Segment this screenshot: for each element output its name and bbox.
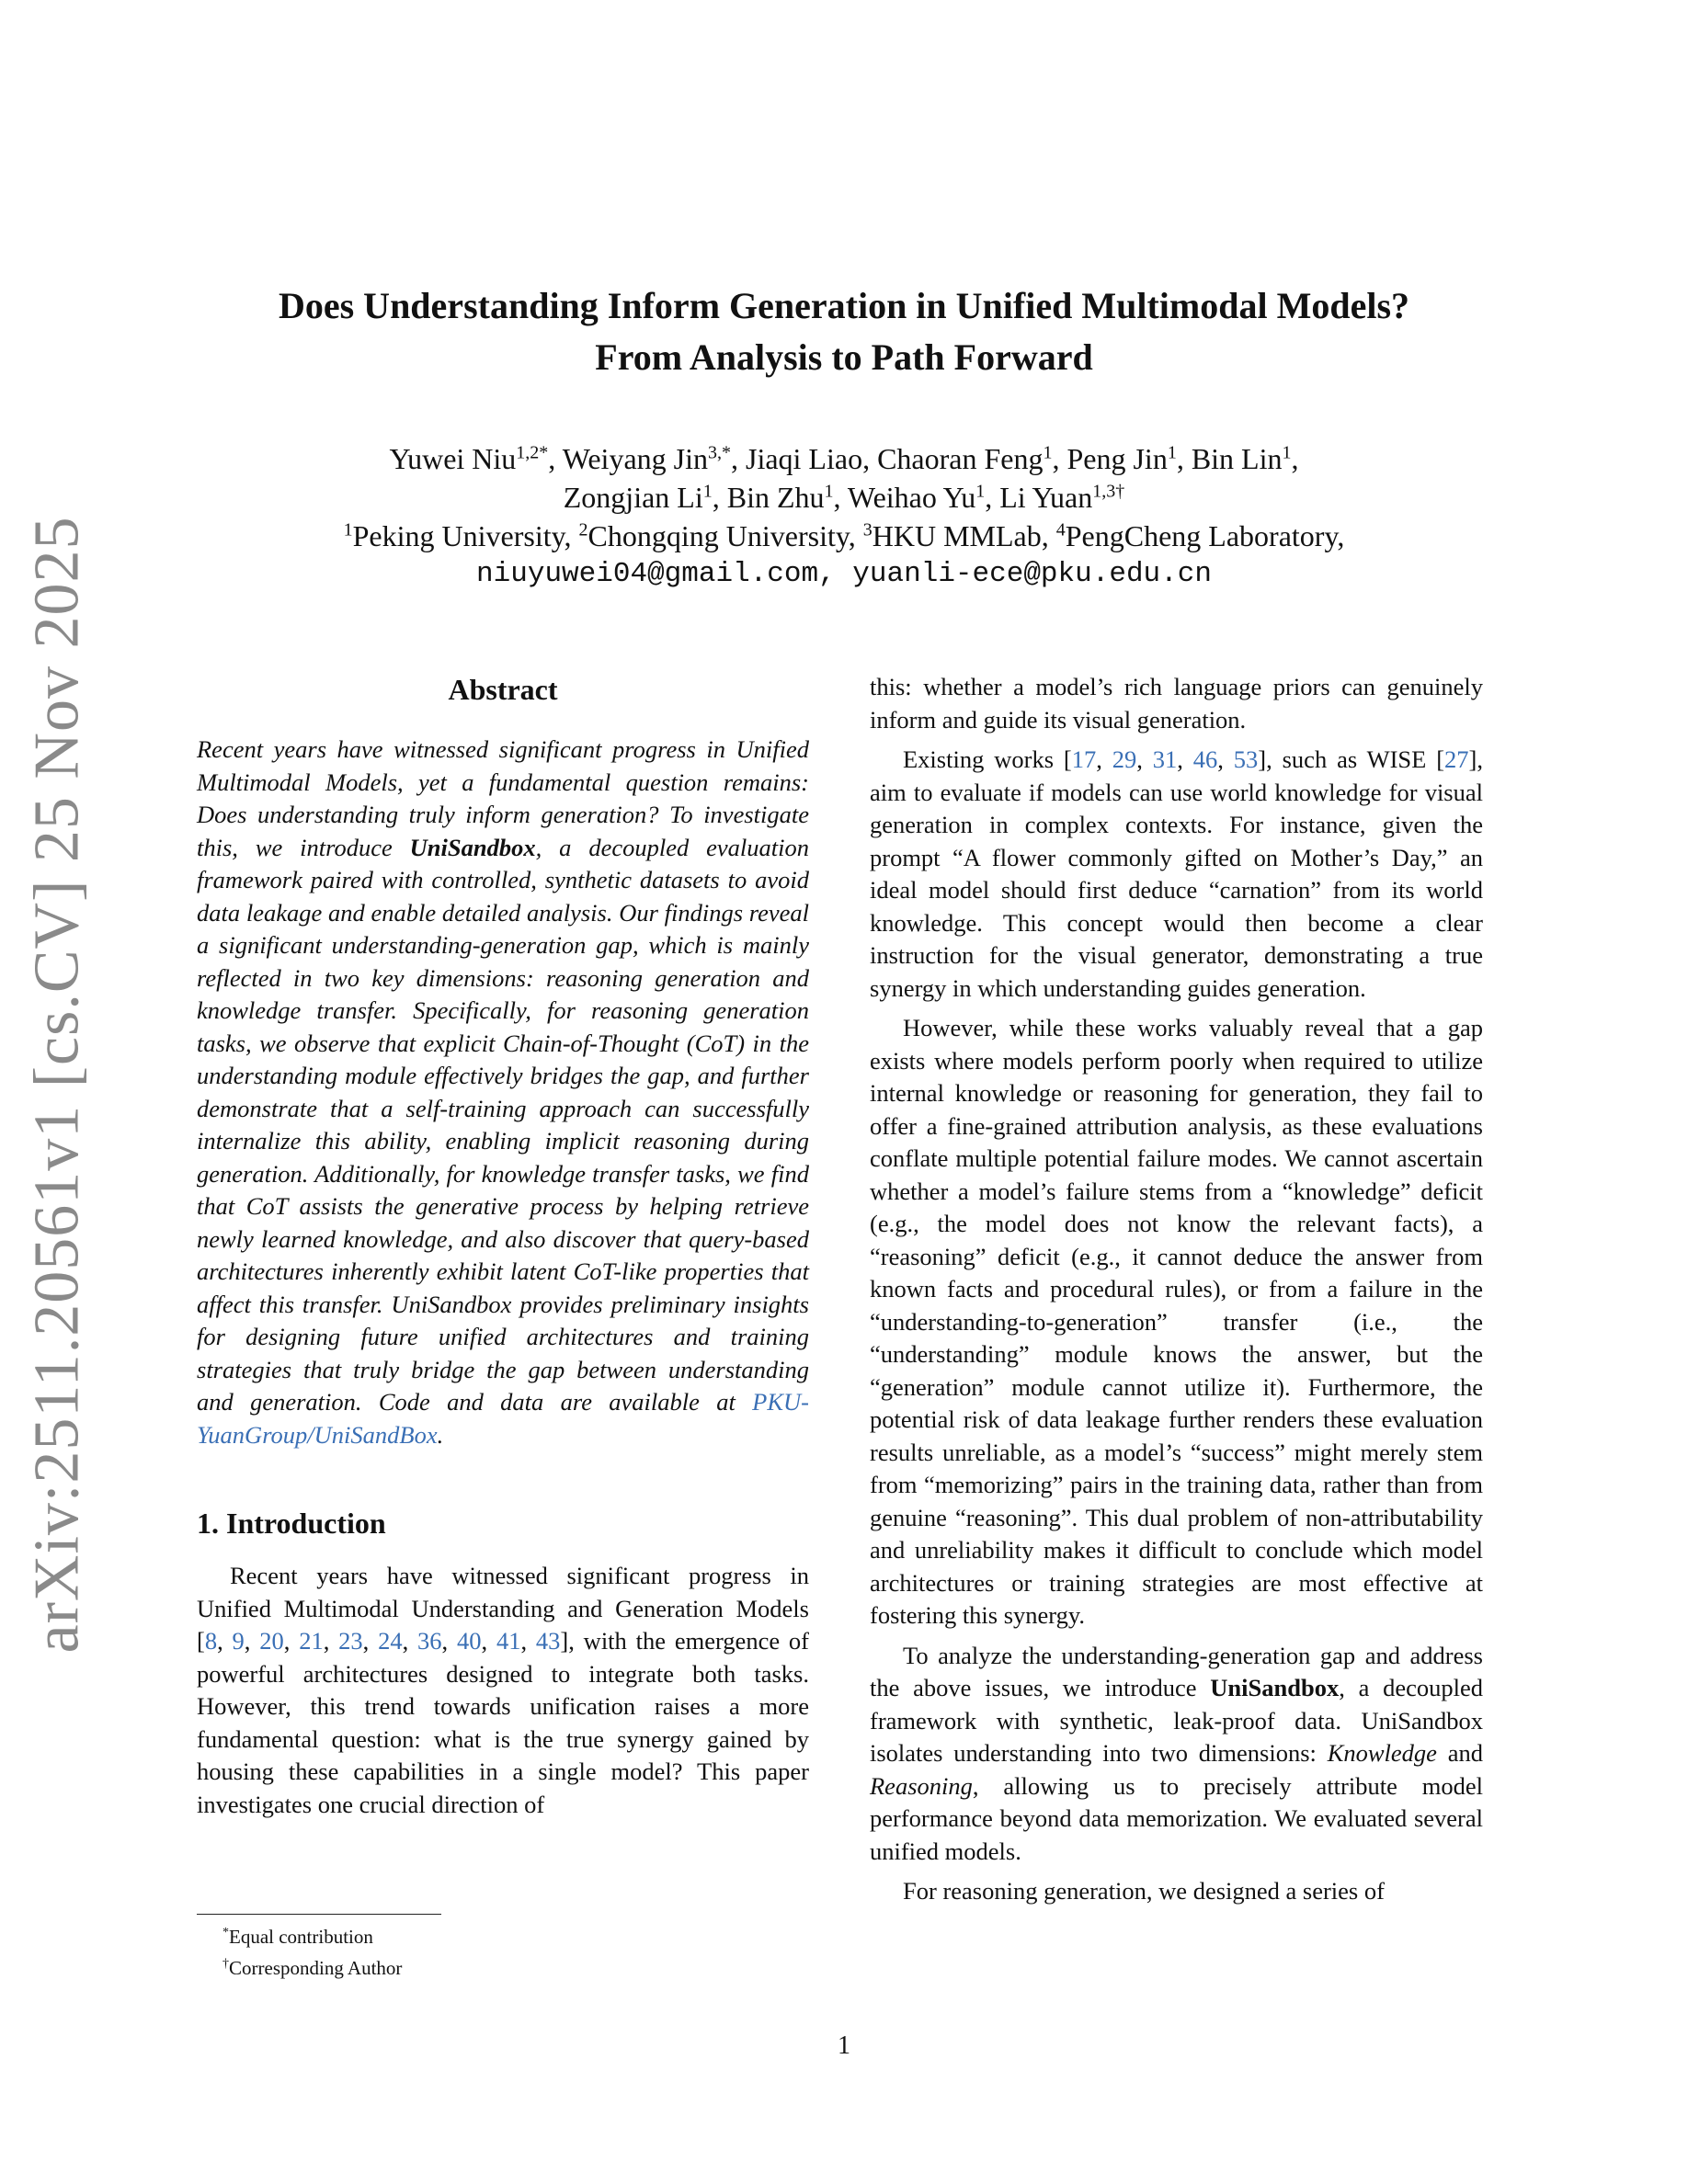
affiliation-mark: 2: [578, 519, 588, 540]
author-name: Zongjian Li: [563, 481, 703, 514]
author-name: , Jiaqi Liao, Chaoran Feng: [730, 442, 1044, 475]
citation-link[interactable]: 40: [457, 1627, 482, 1655]
author-affiliation-mark: 1,3†: [1092, 481, 1125, 502]
affiliation-mark: 3: [862, 519, 873, 540]
footnote-corresponding-author: [222, 1951, 402, 1982]
authors-line-1: [0, 439, 1688, 478]
intro-paragraph-3: However, while these works valuably reveal that a gap exists where models perform poorly when required to utilize internal knowledge or reasoning for generation, they fail to offer a fine-grained attribution analysis, as these evaluations conflate multiple potential failure modes. We cannot ascertain whether a model’s failure stems from a “knowledge” deficit (e.g., the model does not know the relevant facts), a “reasoning” deficit (e.g., it cannot deduce the answer from known facts and procedural rules), or from a failure in the “understanding-to-generation” transfer (i.e., the “understanding” module knows the answer, but the “generation” module cannot utilize it). Furthermore, the potential risk of data leakage further renders these evaluation results unreliable, as a model’s “success” might merely stem from “memorizing” pairs in the training data, rather than from genuine “reasoning”. This dual problem of non-attributability and unreliability makes it difficult to conclude which model architectures or training strategies are most effective at fostering this synergy.: [870, 1014, 1483, 1629]
author-name: , Peng Jin: [1052, 442, 1168, 475]
body-text: ], aim to evaluate if models can use world knowledge for visual generation in complex contexts. For instance, given the prompt “A flower commonly gifted on Mother’s Day,” an ideal model should first deduce “carnation” from its world knowledge. This concept would then become a clear instruction for the visual generator, demonstrating a true synergy in which understanding guides generation.: [870, 745, 1483, 1002]
author-affiliation-mark: 3,*: [707, 442, 731, 463]
author-affiliation-mark: 1,2*: [516, 442, 549, 463]
body-text: To analyze the understanding-generation gap and address the above issues, we introduce: [870, 1641, 1483, 1701]
right-column: [870, 671, 1483, 1908]
dimension-term: Reasoning: [870, 1771, 973, 1800]
body-text: and: [1436, 1739, 1483, 1767]
section-heading-introduction: 1. Introduction: [197, 1507, 386, 1540]
author-affiliation-mark: 1: [702, 481, 713, 502]
author-affiliation-mark: 1: [1282, 442, 1292, 463]
title-line-2: From Analysis to Path Forward: [595, 336, 1093, 378]
intro-paragraph-1-continued: this: whether a model’s rich language priors can genuinely inform and guide its visual generation.: [870, 673, 1483, 734]
affiliation-mark: 1: [343, 519, 353, 540]
body-text: , allowing us to precisely attribute model performance beyond data memorization. We evaluated several unified models.: [870, 1771, 1483, 1865]
authors-line-2: [0, 478, 1688, 517]
footnote-divider: [197, 1914, 441, 1915]
author-separator: ,: [1291, 442, 1299, 475]
dimension-term: Knowledge: [1327, 1739, 1437, 1767]
footnote-mark: †: [222, 1957, 229, 1971]
author-separator: ,: [548, 442, 563, 475]
left-column: [197, 671, 809, 1821]
footnote-text: Equal contribution: [229, 1926, 373, 1948]
abstract-paragraph: [197, 734, 809, 1451]
author-affiliation-mark: 1: [1167, 442, 1177, 463]
author-name: Weiyang Jin: [562, 442, 708, 475]
citation-link[interactable]: 43: [535, 1627, 561, 1655]
abstract-heading: Abstract: [448, 673, 558, 706]
arxiv-identifier-stamp: [20, 516, 94, 1654]
affiliations: [0, 517, 1688, 555]
page-number: 1: [838, 2031, 850, 2060]
author-name: , Weihao Yu: [833, 481, 976, 514]
citation-link[interactable]: 17: [1071, 745, 1097, 773]
intro-paragraph-4: [870, 1640, 1483, 1869]
body-text: ], such as WISE [: [1258, 745, 1445, 773]
author-name: Yuwei Niu: [389, 442, 517, 475]
affiliation-mark: 4: [1055, 519, 1066, 540]
citation-link[interactable]: 27: [1444, 745, 1469, 773]
citation-link[interactable]: 24: [378, 1627, 403, 1655]
intro-paragraph-1: Recent years have witnessed significant progress in Unified Multimodal Understanding and Generation Models [8, 9, 20, 21, 23, 24, 36, 40, 41, 43], with the emergence of powerful architectures designed to integrate both tasks. However, this trend towards unification raises a more fundamental question: what is the true synergy gained by housing these capabilities in a single model? This paper investigates one crucial direction of: [197, 1562, 809, 1818]
citation-link[interactable]: 20: [259, 1627, 284, 1655]
title-line-1: Does Understanding Inform Generation in Unified Multimodal Models?: [278, 285, 1410, 326]
citation-link[interactable]: 46: [1192, 745, 1218, 773]
author-name: , Bin Lin: [1176, 442, 1283, 475]
author-block: [0, 439, 1688, 594]
footnote-mark: *: [222, 1926, 229, 1939]
author-affiliation-mark: 1: [824, 481, 834, 502]
citation-link[interactable]: 31: [1152, 745, 1178, 773]
citation-link[interactable]: 41: [496, 1627, 521, 1655]
author-name: , Bin Zhu: [712, 481, 825, 514]
affiliation-name: PengCheng Laboratory,: [1065, 519, 1345, 552]
abstract-text: Recent years have witnessed significant progress in Unified Multimodal Models, yet a fundamental question remains: Does understanding truly inform generation? To investigate this, we introduce: [197, 735, 809, 861]
paper-title: [0, 280, 1688, 383]
contact-emails[interactable]: niuyuwei04@gmail.com, yuanli-ece@pku.edu.cn: [476, 558, 1212, 590]
citation-link[interactable]: 36: [417, 1627, 442, 1655]
body-text: ], with the emergence of powerful architectures designed to integrate both tasks. However, this trend towards unification raises a more fundamental question: what is the true synergy gained by housing these capabilities in a single model? This paper investigates one crucial direction of: [197, 1627, 809, 1818]
citation-link[interactable]: 23: [338, 1627, 363, 1655]
body-text: Existing works [: [903, 745, 1072, 773]
framework-name: UniSandbox: [1210, 1674, 1340, 1701]
body-text: Recent years have witnessed significant progress in Unified Multimodal Understanding and Generation Models [: [197, 1562, 809, 1655]
affiliation-name: HKU MMLab,: [872, 519, 1056, 552]
footnotes: [222, 1919, 402, 1982]
footnote-text: Corresponding Author: [229, 1957, 403, 1979]
body-text: , a decoupled framework with synthetic, leak-proof data. UniSandbox isolates understanding into two dimensions:: [870, 1674, 1483, 1767]
citation-link[interactable]: 8: [204, 1627, 218, 1655]
citation-link[interactable]: 29: [1112, 745, 1137, 773]
affiliation-name: Chongqing University,: [587, 519, 863, 552]
abstract-text: .: [437, 1420, 444, 1449]
framework-name: UniSandbox: [409, 833, 536, 861]
citation-link[interactable]: 21: [299, 1627, 324, 1655]
code-repo-link[interactable]: PKU-YuanGroup/UniSandBox: [197, 1388, 809, 1449]
affiliation-name: Peking University,: [352, 519, 579, 552]
citation-link[interactable]: 9: [232, 1627, 245, 1655]
footnote-equal-contribution: [222, 1919, 402, 1951]
author-affiliation-mark: 1: [1043, 442, 1053, 463]
arxiv-stamp-text: arXiv:2511.20561v1 [cs.CV] 25 Nov 2025: [21, 516, 92, 1654]
citation-link[interactable]: 53: [1233, 745, 1259, 773]
author-affiliation-mark: 1: [975, 481, 986, 502]
abstract-text: , a decoupled evaluation framework paired with controlled, synthetic datasets to avoid data leakage and enable detailed analysis. Our findings reveal a significant understanding-generation gap, which is mainly reflected in two key dimensions: reasoning generation and knowledge transfer. Specifically, for reasoning generation tasks, we observe that explicit Chain-of-Thought (CoT) in the understanding module effectively bridges the gap, and further demonstrate that a self-training approach can successfully internalize this ability, enabling implicit reasoning during generation. Additionally, for knowledge transfer tasks, we find that CoT assists the generative process by helping retrieve newly learned knowledge, and also discover that query-based architectures inherently exhibit latent CoT-like properties that affect this transfer. UniSandbox provides preliminary insights for designing future unified architectures and training strategies that truly bridge the gap between understanding and generation. Code and data are available at: [197, 833, 809, 1416]
author-name: , Li Yuan: [985, 481, 1093, 514]
intro-paragraph-5: For reasoning generation, we designed a series of: [903, 1877, 1385, 1905]
intro-paragraph-2: Existing works [17, 29, 31, 46, 53], such as WISE [27], aim to evaluate if models can use world knowledge for visual generation in complex contexts. For instance, given the prompt “A flower commonly gifted on Mother’s Day,” an ideal model should first deduce “carnation” from its world knowledge. This concept would then become a clear instruction for the visual generator, demonstrating a true synergy in which understanding guides generation.: [870, 745, 1483, 1002]
